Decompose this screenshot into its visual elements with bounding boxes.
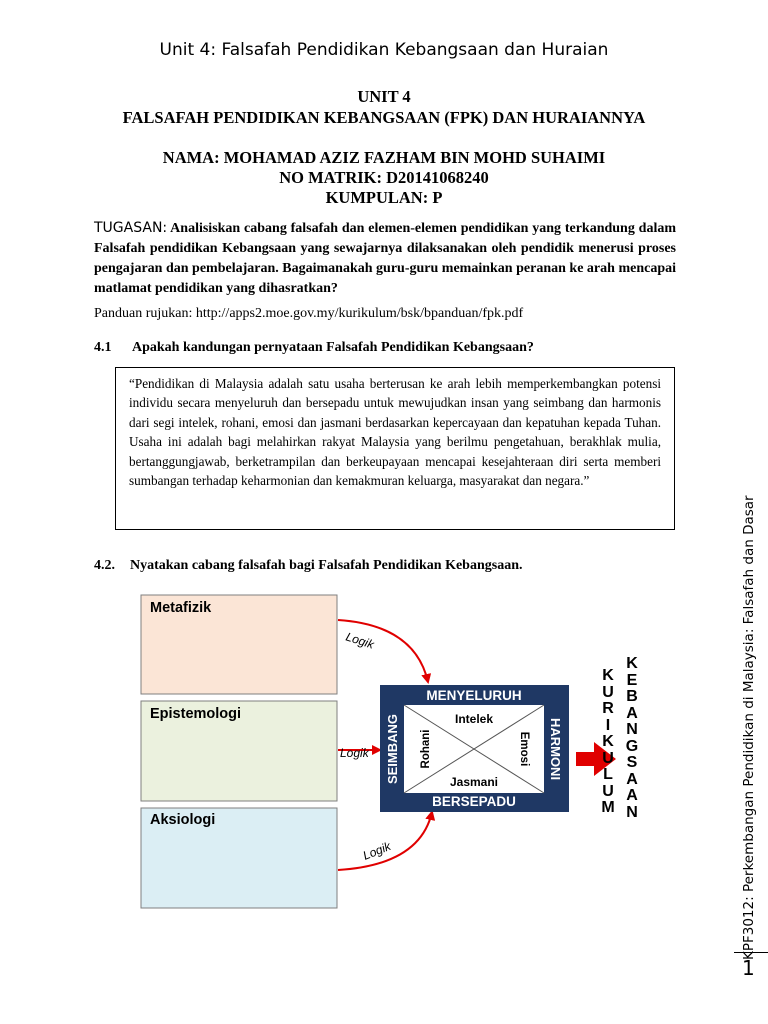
inner-top-label: Intelek [454,712,494,726]
logik-label-1: Logik [344,629,376,652]
inner-bottom-label: Jasmani [449,775,499,789]
arrow-metafizik [338,620,428,682]
square-top-label: MENYELURUH [426,688,522,703]
task-text: Analisiskan cabang falsafah dan elemen-elemen pendidikan yang terkandung dalam Falsafah pendidikan Kebangsaan yang sewajarnya dilaksanakan oleh pendidik menerusi proses pengajaran dan pembelajaran. Bagaimanakah guru-guru memainkan peranan ke arah mencapai matlamat pendidikan yang dihasratkan? [94,221,676,296]
fpk-quote-box [115,367,675,530]
task-label: TUGASAN: [94,220,168,236]
branch-label-metafizik: Metafizik [150,600,212,616]
inner-right-label: Emosi [518,731,530,767]
question-4-1-text: Apakah kandungan pernyataan Falsafah Pendidikan Kebangsaan? [132,340,534,355]
page-number-rule [734,952,768,953]
question-4-2-number: 4.2. [94,558,115,573]
unit-subtitle: FALSAFAH PENDIDIKAN KEBANGSAAN (FPK) DAN HURAIANNYA [122,108,646,127]
logik-label-2: Logik [340,746,369,760]
sidebar-course-title: KPF3012: Perkembangan Pendidikan di Malaysia: Falsafah dan Dasar [741,495,757,960]
student-matric: NO MATRIK: D20141068240 [279,168,489,187]
question-4-1-number: 4.1 [94,340,112,355]
page-header: Unit 4: Falsafah Pendidikan Kebangsaan dan Huraian [159,40,609,60]
logik-label-3: Logik [360,839,393,863]
reference-link[interactable]: Panduan rujukan: http://apps2.moe.gov.my/kurikulum/bsk/bpanduan/fpk.pdf [94,306,524,321]
branch-label-aksiologi: Aksiologi [150,812,216,828]
square-bottom-label: BERSEPADU [432,794,516,809]
square-left-label: SEIMBANG [385,713,400,785]
question-4-2-text: Nyatakan cabang falsafah bagi Falsafah Pendidikan Kebangsaan. [130,558,523,573]
student-name: NAMA: MOHAMAD AZIZ FAZHAM BIN MOHD SUHAIMI [162,148,606,167]
inner-left-label: Rohani [420,729,432,769]
unit-number: UNIT 4 [357,87,411,106]
kebangsaan-vertical-text: K E B A N G S A A N [625,655,639,821]
task-paragraph [94,218,676,299]
student-group: KUMPULAN: P [325,188,443,207]
square-right-label: HARMONI [548,717,563,781]
kurikulum-vertical-text: K U R I K U L U M [601,667,615,816]
branch-label-epistemologi: Epistemologi [150,706,242,722]
page-number: 1 [742,956,755,980]
fpk-quote-text: “Pendidikan di Malaysia adalah satu usaha berterusan ke arah lebih memperkembangkan potensi individu secara menyeluruh dan bersepadu untuk mewujudkan insan yang seimbang dan harmonis dari segi intelek, rohani, emosi dan jasmani berdasarkan kepercayaan dan kepatuhan kepada Tuhan. Usaha ini adalah bagi melahirkan rakyat Malaysia yang berilmu pengetahuan, berakhlak mulia, bertanggungjawab, berketrampilan dan berkeupayaan mencapai kesejahteraan diri serta memberi sumbangan terhadap keharmonian dan kemakmuran keluarga, masyarakat dan negara.” [129,376,661,489]
